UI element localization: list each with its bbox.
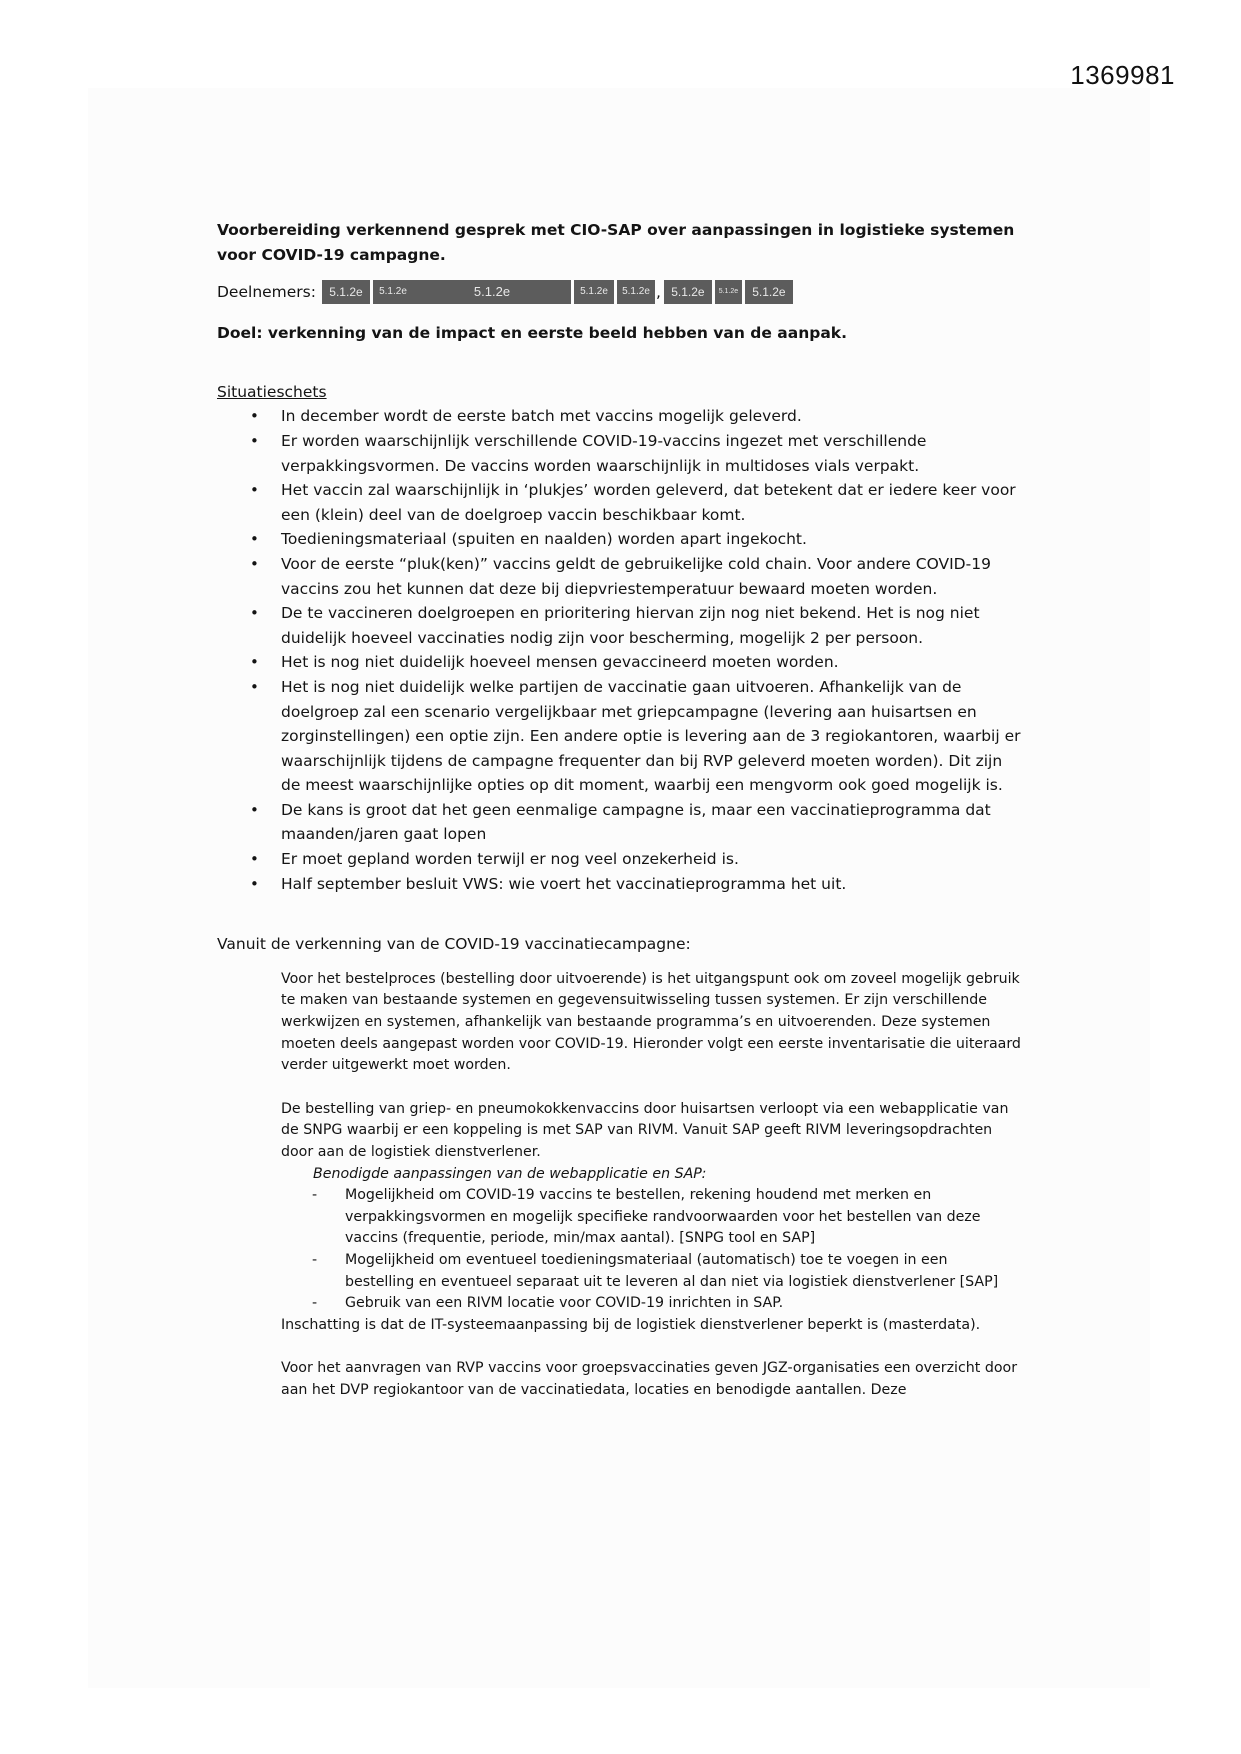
paragraph: Inschatting is dat de IT-systeemaanpassing bij de logistiek dienstverlener beperkt is (masterdata).: [281, 1316, 981, 1333]
list-item: - Mogelijkheid om COVID-19 vaccins te bestellen, rekening houdend met merken en verpakkingsvormen en mogelijk specifieke randvoorwaarden voor het bestellen van deze vaccins (frequentie, periode, min/max aantal). [SNPG tool en SAP]: [345, 1185, 1021, 1250]
redaction-block: 5.1.2e: [373, 280, 413, 304]
list-item: • In december wordt de eerste batch met vaccins mogelijk geleverd.: [281, 404, 1022, 429]
participants-label: Deelnemers:: [217, 282, 316, 301]
list-item: • Er worden waarschijnlijk verschillende COVID-19-vaccins ingezet met verschillende verpakkingsvormen. De vaccins worden waarschijnlijk in multidoses vials verpakt.: [281, 429, 1022, 478]
list-item: • Voor de eerste “pluk(ken)” vaccins geldt de gebruikelijke cold chain. Voor andere COVID-19 vaccins zou het kunnen dat deze bij diepvriestemperatuur bewaard moeten worden.: [281, 552, 1022, 601]
list-item: - Mogelijkheid om eventueel toedieningsmateriaal (automatisch) toe te voegen in een bestelling en eventueel separaat uit te leveren al dan niet via logistiek dienstverlener [SAP]: [345, 1250, 1021, 1293]
redaction-block: 5.1.2e: [664, 280, 712, 304]
separator-comma: ,: [655, 282, 661, 301]
redaction-block: 5.1.2e: [322, 280, 370, 304]
participants-line: [217, 277, 1022, 307]
list-item: • De te vaccineren doelgroepen en prioritering hiervan zijn nog niet bekend. Het is nog niet duidelijk hoeveel vaccinaties nodig zijn voor bescherming, mogelijk 2 per persoon.: [281, 601, 1022, 650]
list-item: • Het is nog niet duidelijk welke partijen de vaccinatie gaan uitvoeren. Afhankelijk van de doelgroep zal een scenario vergelijkbaar met griepcampagne (levering aan huisartsen en zorginstellingen) een optie zijn. Een andere optie is levering aan de 3 regiokantoren, waarbij er waarschijnlijk tijdens de campagne frequenter dan bij RVP geleverd moeten worden). Dit zijn de meest waarschijnlijke opties op dit moment, waarbij een mengvorm ook goed mogelijk is.: [281, 675, 1022, 798]
section-heading: Vanuit de verkenning van de COVID-19 vaccinatiecampagne:: [217, 935, 691, 954]
document-body: [217, 218, 1022, 1402]
list-item: • De kans is groot dat het geen eenmalige campagne is, maar een vaccinatieprogramma dat maanden/jaren gaat lopen: [281, 798, 1022, 847]
document-id: 1369981: [1070, 60, 1175, 90]
paragraph: Voor het aanvragen van RVP vaccins voor groepsvaccinaties geven JGZ-organisaties een overzicht door aan het DVP regiokantoor van de vaccinatiedata, locaties en benodigde aantallen. Deze: [281, 1360, 1018, 1398]
redaction-block: 5.1.2e: [413, 280, 571, 304]
list-item: • Er moet gepland worden terwijl er nog veel onzekerheid is.: [281, 847, 1022, 872]
list-item: • Toedieningsmateriaal (spuiten en naalden) worden apart ingekocht.: [281, 527, 1022, 552]
list-item: - Gebruik van een RIVM locatie voor COVID-19 inrichten in SAP.: [345, 1293, 1021, 1315]
redaction-block: 5.1.2e: [745, 280, 793, 304]
situation-heading: Situatieschets: [217, 382, 327, 401]
adjustments-list: [281, 1185, 1021, 1315]
situation-list: [217, 404, 1022, 896]
list-item: • Het vaccin zal waarschijnlijk in ‘plukjes’ worden geleverd, dat betekent dat er iedere keer voor een (klein) deel van de doelgroep vaccin beschikbaar komt.: [281, 478, 1022, 527]
goal-statement: Doel: verkenning van de impact en eerste beeld hebben van de aanpak.: [217, 324, 847, 343]
list-item: • Het is nog niet duidelijk hoeveel mensen gevaccineerd moeten worden.: [281, 650, 1022, 675]
redaction-block: 5.1.2e: [574, 280, 614, 304]
redaction-block: 5.1.2e: [715, 280, 742, 304]
paragraph: Voor het bestelproces (bestelling door uitvoerende) is het uitgangspunt ook om zoveel mogelijk gebruik te maken van bestaande systemen en gegevensuitwisseling tussen systemen. Er zijn verschillende werkwijzen en systemen, afhankelijk van bestaande programma’s en uitvoerenden. Deze systemen moeten deels aangepast worden voor COVID-19. Hieronder volgt een eerste inventarisatie die uiteraard verder uitgewerkt moet worden.: [281, 970, 1021, 1074]
paragraph: De bestelling van griep- en pneumokokkenvaccins door huisartsen verloopt via een webapplicatie van de SNPG waarbij er een koppeling is met SAP van RIVM. Vanuit SAP geeft RIVM leveringsopdrachten door aan de logistiek dienstverlener.: [281, 1100, 1009, 1160]
redaction-block: 5.1.2e: [617, 280, 655, 304]
document-title: Voorbereiding verkennend gesprek met CIO-SAP over aanpassingen in logistieke systemen voor COVID-19 campagne.: [217, 221, 1015, 264]
section-body: [281, 969, 1021, 1402]
adjustments-heading: Benodigde aanpassingen van de webapplicatie en SAP:: [313, 1165, 707, 1182]
list-item: • Half september besluit VWS: wie voert het vaccinatieprogramma het uit.: [281, 872, 1022, 897]
